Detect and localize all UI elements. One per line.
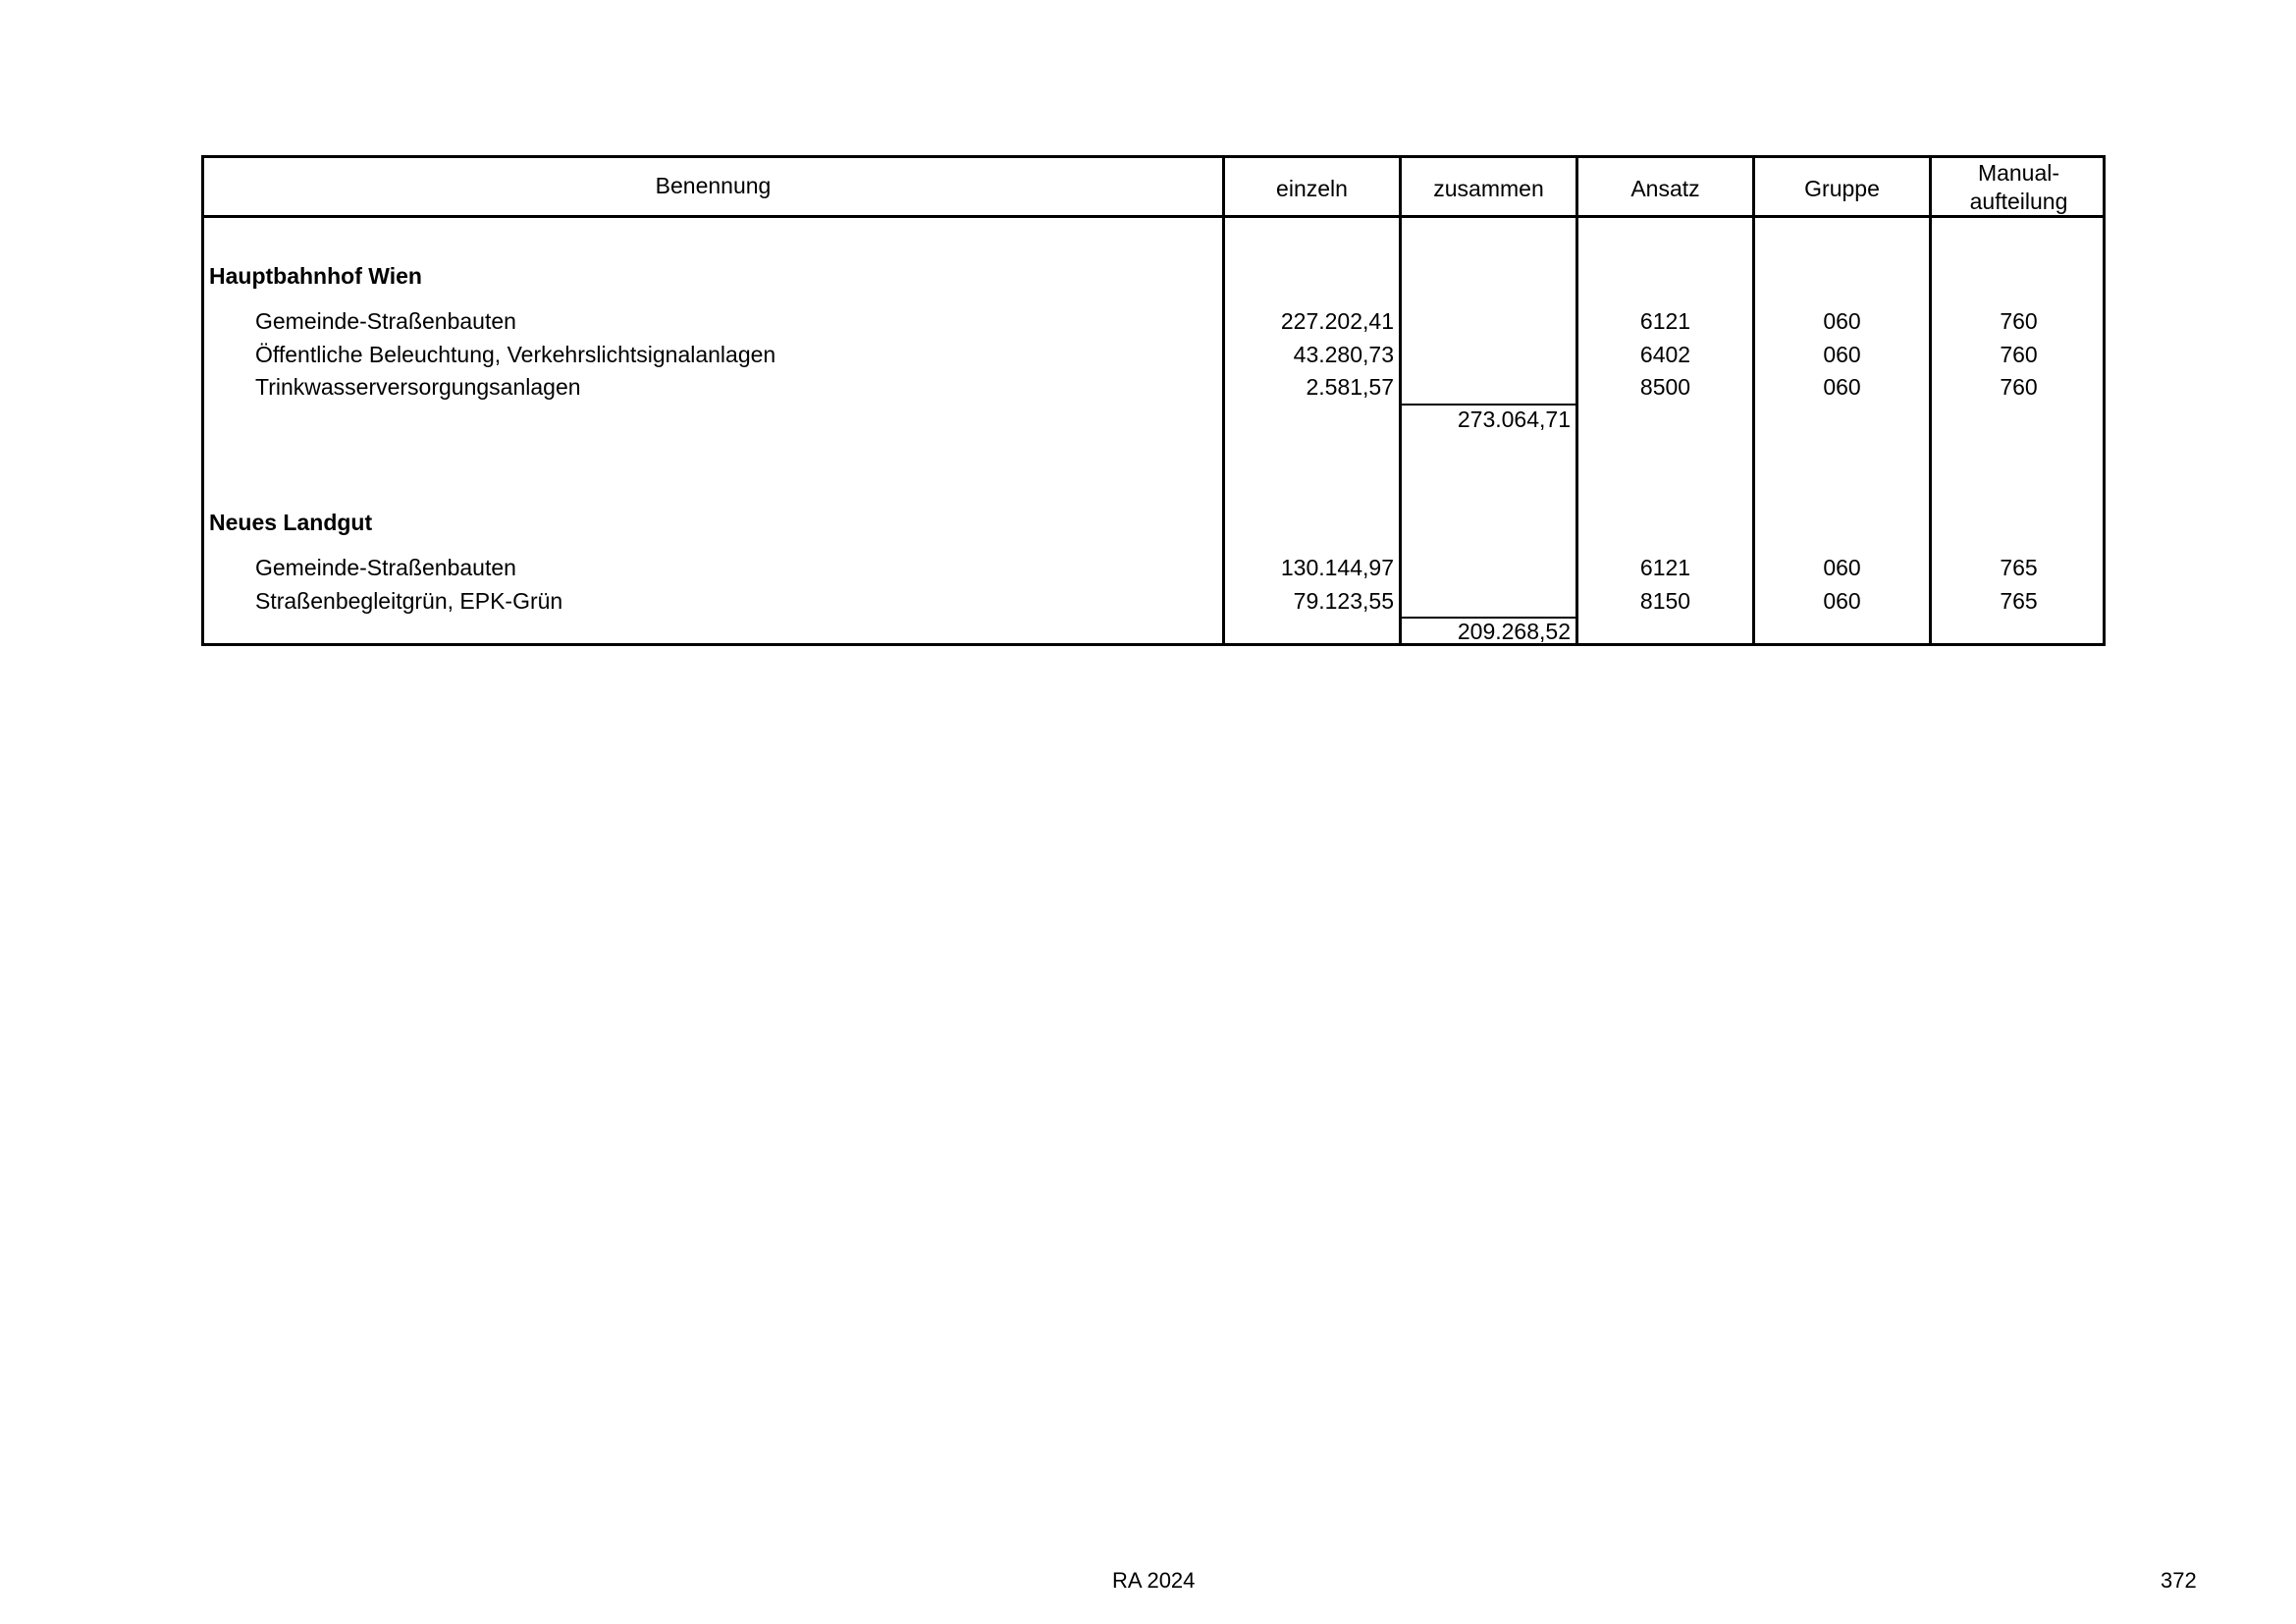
row-benennung: Gemeinde-Straßenbauten — [255, 555, 516, 580]
row-manual: 765 — [2000, 555, 2038, 580]
section-title: Neues Landgut — [209, 510, 373, 535]
row-einzeln: 130.144,97 — [1280, 555, 1394, 580]
row-ansatz: 8150 — [1639, 588, 1691, 614]
row-manual: 760 — [2000, 374, 2038, 400]
header-divider — [204, 215, 2103, 218]
page-number: 372 — [2161, 1568, 2197, 1593]
row-ansatz: 6402 — [1639, 342, 1691, 367]
header-ansatz: Ansatz — [1630, 176, 1700, 201]
section-subtotal: 209.268,52 — [1457, 619, 1571, 644]
row-ansatz: 8500 — [1639, 374, 1691, 400]
row-manual: 760 — [2000, 342, 2038, 367]
footer-report-title: RA 2024 — [1112, 1568, 1196, 1593]
header-einzeln: einzeln — [1276, 176, 1348, 201]
row-ansatz: 6121 — [1639, 308, 1691, 334]
budget-table — [201, 155, 2106, 646]
row-gruppe: 060 — [1823, 555, 1861, 580]
header-gruppe: Gruppe — [1804, 176, 1880, 201]
row-einzeln: 43.280,73 — [1293, 342, 1394, 367]
row-einzeln: 2.581,57 — [1306, 374, 1394, 400]
header-benennung: Benennung — [655, 173, 772, 198]
header-manual-line1: Manual- — [1977, 160, 2060, 186]
header-manual-line2: aufteilung — [1969, 189, 2068, 214]
section-subtotal: 273.064,71 — [1457, 406, 1571, 432]
row-benennung: Straßenbegleitgrün, EPK-Grün — [255, 588, 563, 614]
row-einzeln: 79.123,55 — [1293, 588, 1394, 614]
row-manual: 765 — [2000, 588, 2038, 614]
row-gruppe: 060 — [1823, 308, 1861, 334]
row-benennung: Gemeinde-Straßenbauten — [255, 308, 516, 334]
row-benennung: Trinkwasserversorgungsanlagen — [255, 374, 581, 400]
section-title: Hauptbahnhof Wien — [209, 263, 422, 289]
column-divider — [1399, 158, 1402, 643]
row-gruppe: 060 — [1823, 374, 1861, 400]
row-manual: 760 — [2000, 308, 2038, 334]
row-ansatz: 6121 — [1639, 555, 1691, 580]
header-zusammen: zusammen — [1433, 176, 1544, 201]
row-benennung: Öffentliche Beleuchtung, Verkehrslichtsignalanlagen — [255, 342, 776, 367]
row-gruppe: 060 — [1823, 342, 1861, 367]
row-einzeln: 227.202,41 — [1280, 308, 1394, 334]
row-gruppe: 060 — [1823, 588, 1861, 614]
